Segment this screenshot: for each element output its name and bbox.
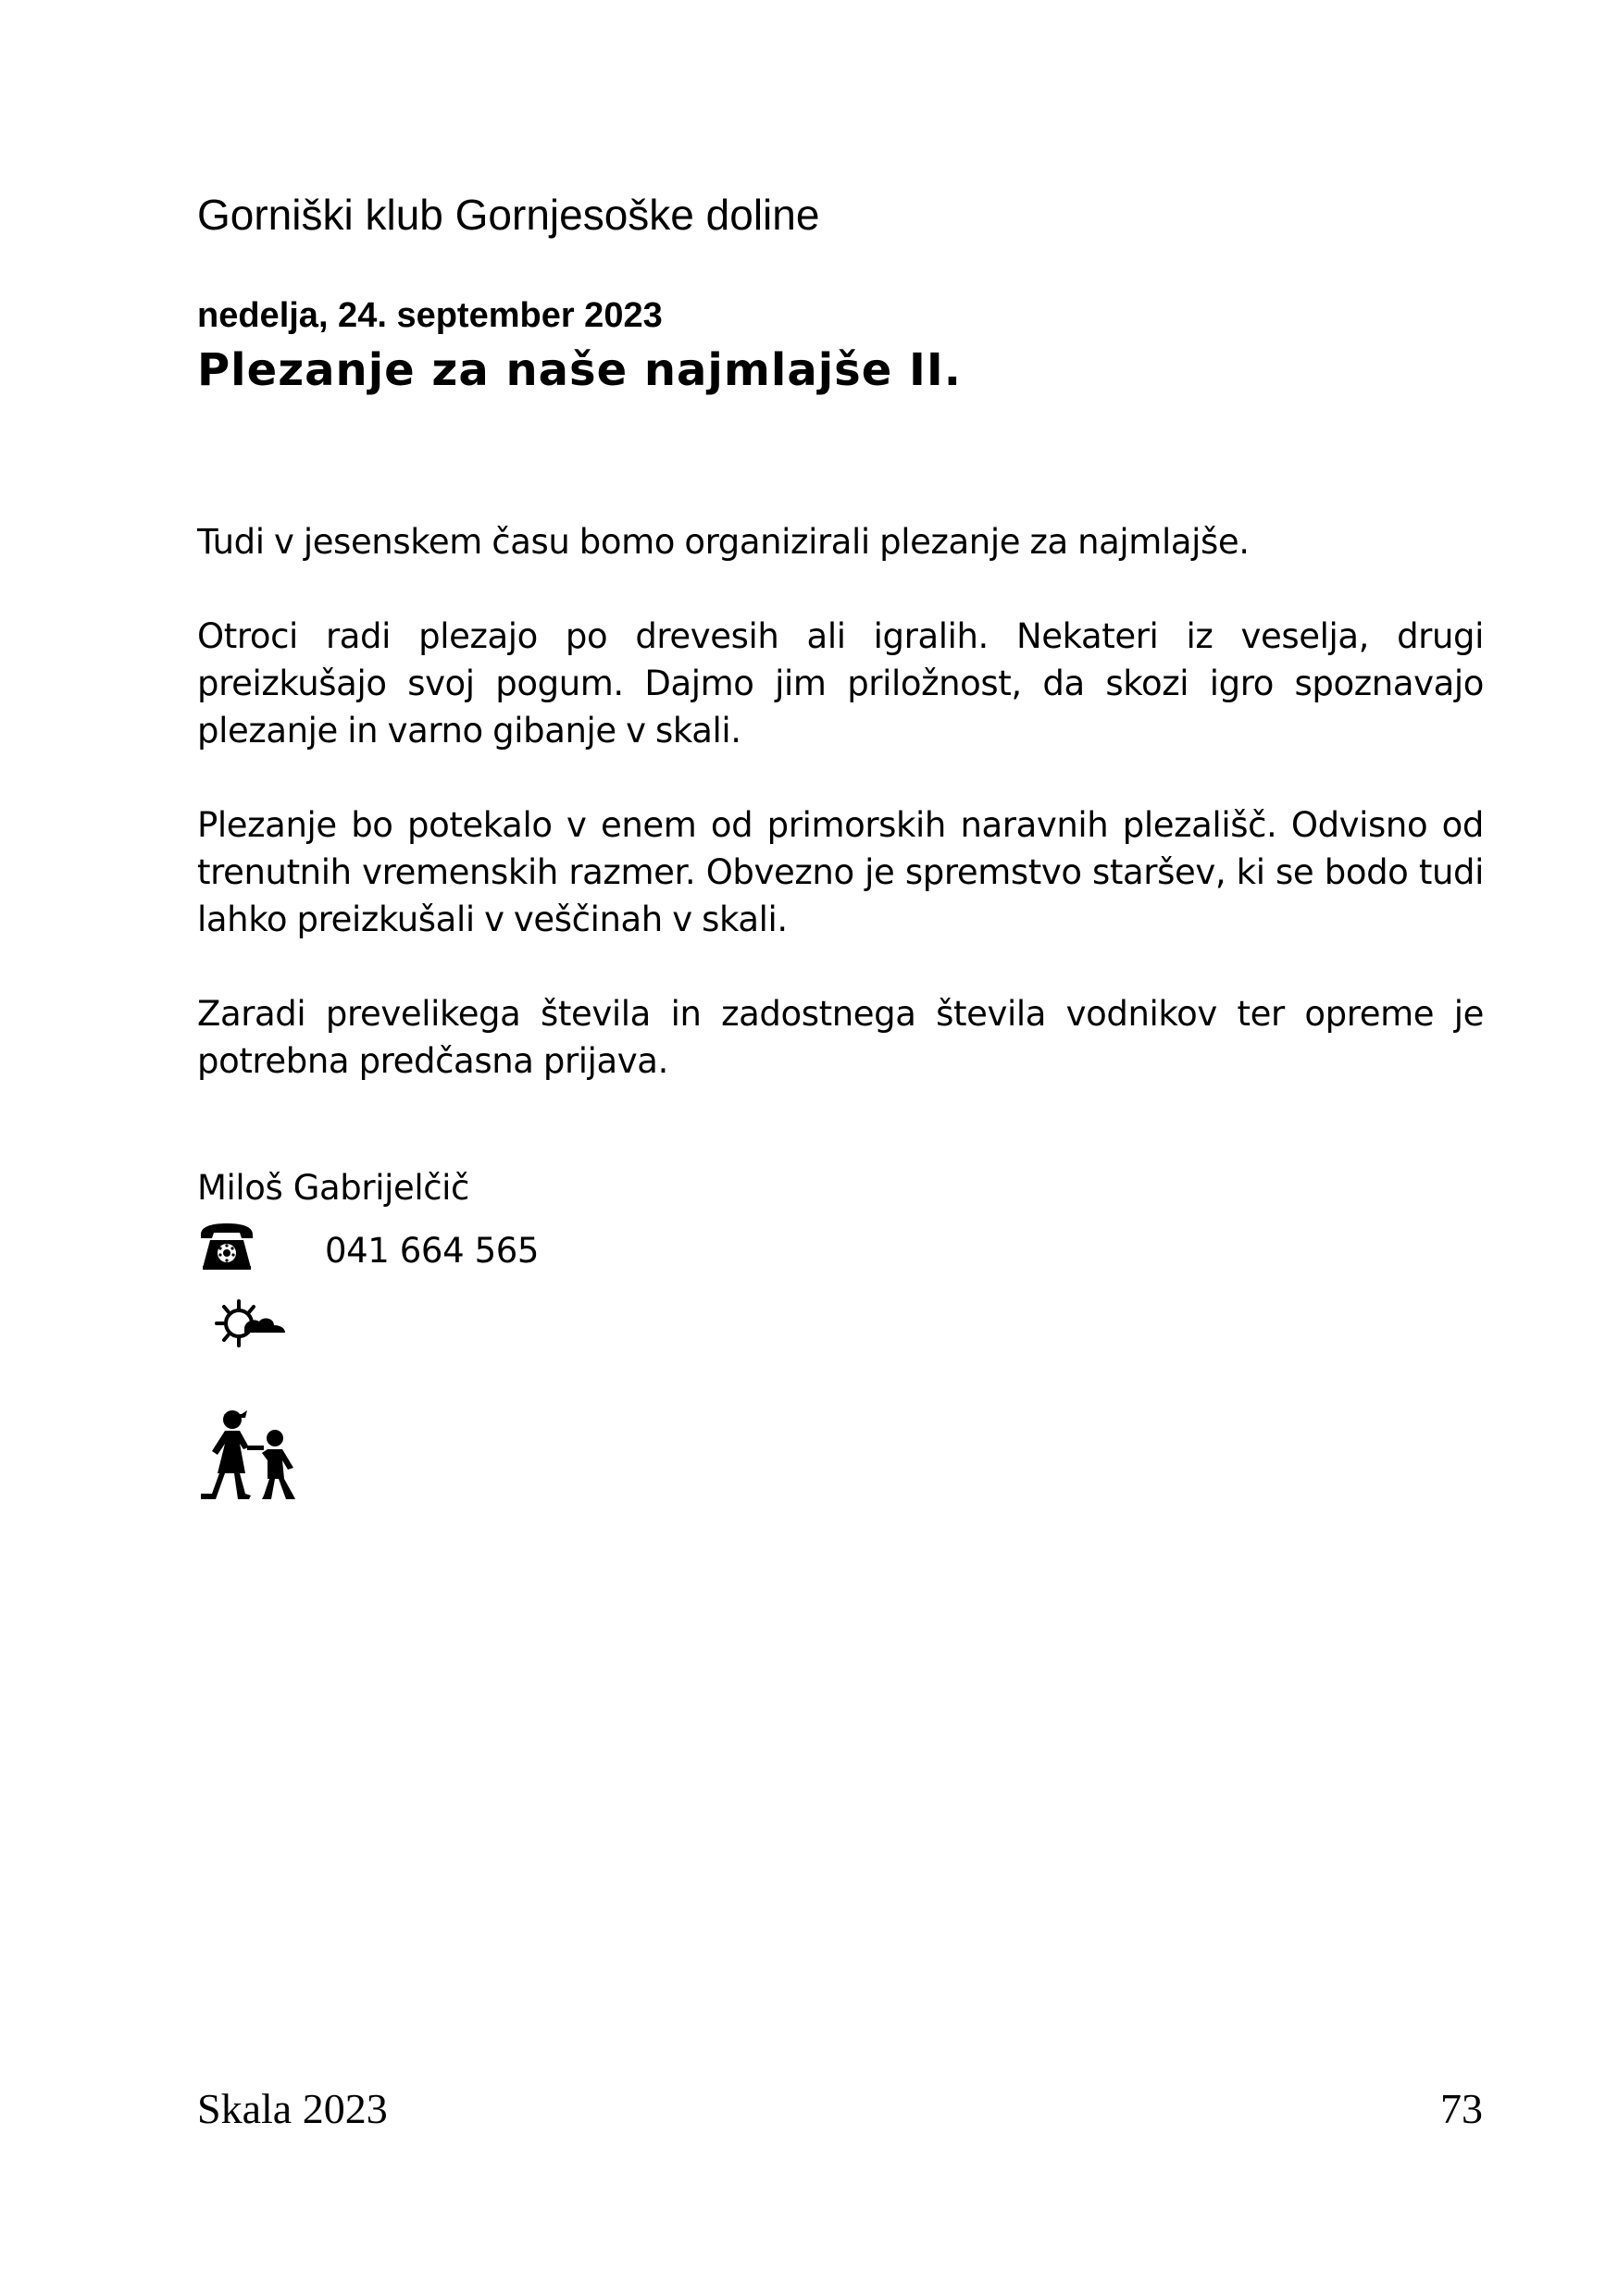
paragraph: Otroci radi plezajo po drevesih ali igralih. Nekateri iz veselja, drugi preizkušajo svoj pogum. Dajmo jim priložnost, da skozi igro spoznavajo plezanje in varno gibanje v skali. — [197, 616, 1484, 751]
phone-row — [197, 1222, 753, 1277]
weather-icon — [211, 1297, 289, 1353]
family-icon — [197, 1407, 306, 1503]
publication-name: Skala 2023 — [197, 2085, 388, 2132]
event-description — [197, 518, 1484, 1132]
paragraph: Plezanje bo potekalo v enem od primorskih naravnih plezališč. Odvisno od trenutnih vremenskih razmer. Obvezno je spremstvo staršev, ki se bodo tudi lahko preizkušali v veščinah v skali. — [197, 805, 1484, 939]
phone-number: 041 664 565 — [325, 1231, 539, 1271]
paragraph: Tudi v jesenskem času bomo organizirali plezanje za najmlajše. — [197, 522, 1250, 562]
event-title: Plezanje za naše najmlajše II. — [197, 344, 962, 396]
event-date: nedelja, 24. september 2023 — [197, 296, 663, 335]
contact-name: Miloš Gabrijelčič — [197, 1168, 469, 1208]
page-number: 73 — [1440, 2085, 1483, 2132]
telephone-icon — [197, 1222, 256, 1272]
club-name: Gorniški klub Gornjesoške doline — [197, 191, 820, 239]
paragraph: Zaradi prevelikega števila in zadostnega števila vodnikov ter opreme je potrebna predčasna prijava. — [197, 994, 1484, 1081]
